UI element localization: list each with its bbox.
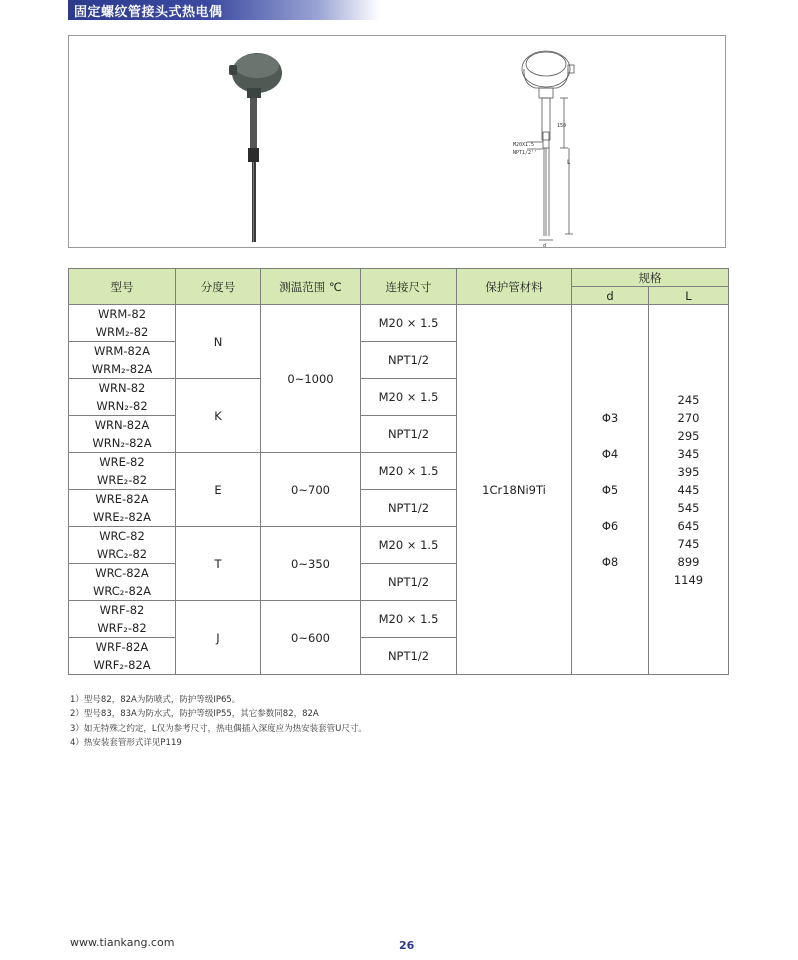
header-L: L — [649, 287, 729, 305]
dim-L-label: L — [567, 159, 571, 166]
header-d: d — [572, 287, 649, 305]
footnote: 4）热安装套管形式详见P119 — [70, 737, 182, 748]
connection-cell: M20 × 1.5 — [361, 379, 457, 416]
connection-cell: NPT1/2 — [361, 342, 457, 379]
connection-cell: NPT1/2 — [361, 416, 457, 453]
d-value: Φ8 — [601, 554, 619, 569]
division-cell: K — [176, 379, 261, 453]
thermocouple-photo — [229, 53, 282, 242]
title-banner — [68, 0, 380, 20]
footnote: 1）型号82，82A为防喷式，防护等级IP65。 — [70, 695, 241, 705]
division-cell: T — [176, 527, 261, 601]
range-cell: 0~1000 — [261, 305, 361, 453]
model-cell: WRM-82A WRM₂-82A — [69, 342, 176, 379]
footnote: 3）如无特殊之约定，L仅为参考尺寸，热电偶插入深度应为热安装套管U尺寸。 — [70, 723, 367, 734]
d-value: Φ4 — [601, 446, 619, 461]
footnote: 2）型号83，83A为防水式，防护等级IP55，其它参数同82，82A — [70, 709, 319, 720]
L-values-cell — [649, 305, 729, 675]
connection-cell: NPT1/2 — [361, 638, 457, 675]
website-link[interactable]: www.tiankang.com — [70, 936, 175, 949]
model-cell: WRM-82 WRM₂-82 — [69, 305, 176, 342]
model-cell: WRC-82A WRC₂-82A — [69, 564, 176, 601]
header-material: 保护管材料 — [457, 269, 572, 305]
L-value: 545 — [677, 500, 700, 515]
model-cell: WRE-82 WRE₂-82 — [69, 453, 176, 490]
L-value: 745 — [677, 536, 700, 551]
d-value: Φ6 — [601, 518, 619, 533]
L-value: 270 — [677, 410, 700, 425]
L-value: 1149 — [673, 572, 704, 587]
thread-label-npt: NPT1/2'' — [513, 150, 538, 156]
product-image-panel — [68, 35, 726, 248]
L-value: 445 — [677, 482, 700, 497]
material-cell: 1Cr18Ni9Ti — [457, 305, 572, 675]
model-cell: WRE-82A WRE₂-82A — [69, 490, 176, 527]
division-cell: N — [176, 305, 261, 379]
range-cell: 0~350 — [261, 527, 361, 601]
d-values-cell — [572, 305, 649, 675]
header-spec: 规格 — [572, 269, 729, 287]
footnotes — [70, 693, 367, 750]
product-illustrations — [69, 36, 727, 249]
L-value: 245 — [677, 392, 700, 407]
dim-150-label: 150 — [557, 123, 567, 129]
header-model: 型号 — [69, 269, 176, 305]
dim-d-label: d — [543, 243, 547, 249]
model-cell: WRN-82A WRN₂-82A — [69, 416, 176, 453]
connection-cell: NPT1/2 — [361, 490, 457, 527]
L-value: 899 — [677, 554, 700, 569]
d-value: Φ3 — [601, 410, 619, 425]
thread-label-m20: M20X1.5 — [513, 142, 535, 148]
L-value: 295 — [677, 428, 700, 443]
model-cell: WRF-82 WRF₂-82 — [69, 601, 176, 638]
model-cell: WRC-82 WRC₂-82 — [69, 527, 176, 564]
page-title: 固定螺纹管接头式热电偶 — [74, 5, 223, 20]
model-cell: WRF-82A WRF₂-82A — [69, 638, 176, 675]
page-number: 26 — [399, 939, 415, 952]
range-cell: 0~600 — [261, 601, 361, 675]
model-cell: WRN-82 WRN₂-82 — [69, 379, 176, 416]
connection-cell: M20 × 1.5 — [361, 305, 457, 342]
range-cell: 0~700 — [261, 453, 361, 527]
L-value: 345 — [677, 446, 700, 461]
L-value: 645 — [677, 518, 700, 533]
connection-cell: NPT1/2 — [361, 564, 457, 601]
spec-table — [68, 268, 729, 675]
header-division: 分度号 — [176, 269, 261, 305]
header-range: 测温范围 ℃ — [261, 269, 361, 305]
L-value: 395 — [677, 464, 700, 479]
division-cell: E — [176, 453, 261, 527]
division-cell: J — [176, 601, 261, 675]
header-connection: 连接尺寸 — [361, 269, 457, 305]
connection-cell: M20 × 1.5 — [361, 453, 457, 490]
connection-cell: M20 × 1.5 — [361, 601, 457, 638]
d-value: Φ5 — [601, 482, 619, 497]
connection-cell: M20 × 1.5 — [361, 527, 457, 564]
